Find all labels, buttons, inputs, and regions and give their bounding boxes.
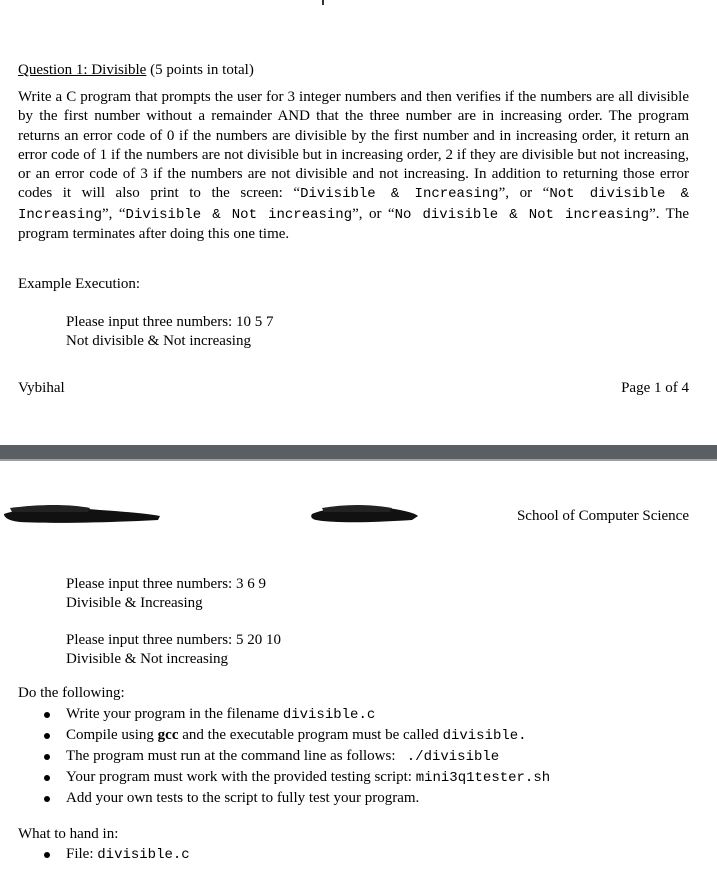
redaction-mark-left-2: [10, 505, 90, 512]
output-string-2: Not divisible & Increasing: [18, 186, 689, 223]
footer-page-number: Page 1 of 4: [621, 380, 689, 396]
handin-label: What to hand in:: [18, 826, 119, 842]
compiler-name: gcc: [157, 727, 179, 743]
command-code: ./divisible: [406, 749, 500, 765]
example-result: Not divisible & Not increasing: [66, 333, 251, 349]
redacted-header-marks: [0, 500, 430, 534]
example-prompt: Please input three numbers: 10 5 7: [66, 314, 274, 330]
list-item: Your program must work with the provided testing script: mini3q1tester.sh: [18, 767, 698, 788]
output-string-3: Divisible & Not increasing: [125, 206, 353, 223]
list-item: Compile using gcc and the executable program must be called divisible.: [18, 725, 698, 746]
example-prompt: Please input three numbers: 5 20 10: [66, 632, 281, 648]
list-item: Add your own tests to the script to fully test your program.: [18, 788, 698, 809]
output-string-1: Divisible & Increasing: [300, 186, 499, 203]
filename-code: divisible.c: [282, 707, 376, 723]
list-item: Write your program in the filename divisible.c: [18, 704, 698, 725]
question-title: Question 1: Divisible (5 points in total): [18, 62, 254, 78]
redaction-mark-center-2: [322, 505, 392, 512]
todo-list: [18, 704, 698, 809]
example-prompt: Please input three numbers: 3 6 9: [66, 576, 266, 592]
page-break: [0, 445, 717, 459]
list-item: The program must run at the command line as follows: ./divisible: [18, 746, 698, 767]
script-code: mini3q1tester.sh: [415, 770, 551, 786]
executable-code: divisible.: [442, 728, 527, 744]
todo-label: Do the following:: [18, 685, 125, 701]
school-name: School of Computer Science: [516, 508, 689, 524]
handin-list: [18, 844, 698, 865]
question-description: Write a C program that prompts the user for 3 integer numbers and then verifies if the numbers are all divisible by the first number without a remainder AND that the three number are in increasing order. The program returns an error code of 0 if the numbers are divisible by the first number and in increasing order, it return an error code of 1 if the numbers are not divisible but in increasing order, 2 if they are divisible but not increasing, or an error code of 3 if the numbers are not divisible and not increasing. In addition to returning those error codes it will also print to the screen: “Divisible & Increasing”, or “Not divisible & Increasing”, “Divisible & Not increasing”, or “No divisible & Not increasing”. The program terminates after doing this one time.: [18, 89, 689, 243]
list-item: File: divisible.c: [18, 844, 698, 865]
example-result: Divisible & Increasing: [66, 595, 203, 611]
output-string-4: No divisible & Not increasing: [394, 206, 650, 223]
example-label: Example Execution:: [18, 276, 141, 292]
page-break-shadow: [0, 459, 717, 461]
example-result: Divisible & Not increasing: [66, 651, 229, 667]
handin-file-code: divisible.c: [97, 847, 190, 863]
page-top-mark: [322, 0, 324, 5]
footer-author: Vybihal: [18, 380, 65, 396]
